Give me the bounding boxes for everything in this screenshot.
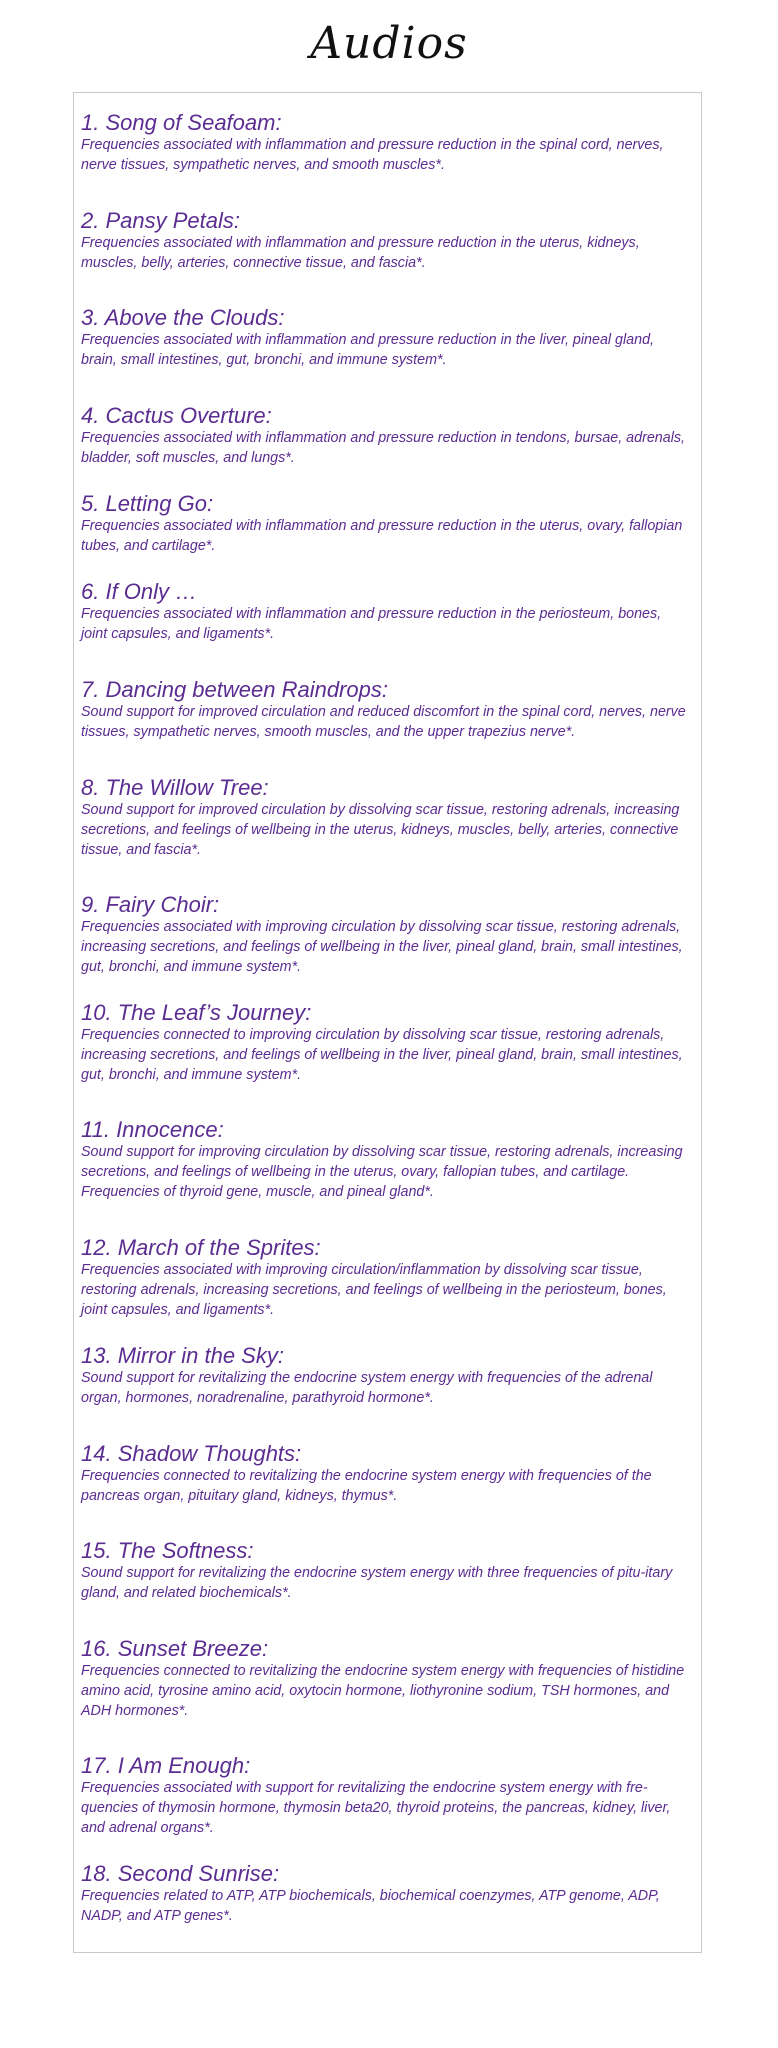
audio-item-description: Sound support for revitalizing the endocrine system energy with frequencies of the adrenal organ, hormones, noradrenaline, parathyroid hormone*.	[81, 1370, 653, 1406]
audio-item	[81, 1753, 686, 1838]
audio-item	[81, 305, 686, 371]
audio-item	[81, 775, 686, 860]
audio-item-title: 15. The Softness:	[81, 1538, 254, 1563]
audio-item-title: 14. Shadow Thoughts:	[81, 1441, 302, 1466]
audio-item-title: 12. March of the Sprites:	[81, 1235, 321, 1260]
audio-item-description: Frequencies associated with inflammation and pressure reduction in the spinal cord, nerves, nerve tissues, sympathetic nerves, and smooth muscles*.	[81, 137, 664, 173]
audio-item-description: Frequencies associated with inflammation and pressure reduction in the liver, pineal gland, brain, small intestines, gut, bronchi, and immune system*.	[81, 332, 654, 368]
audio-item	[81, 491, 686, 557]
audio-item-title: 5. Letting Go:	[81, 491, 214, 516]
audio-item-description: Frequencies associated with improving circulation/inflammation by dissolving scar tissue, restoring adrenals, increasing secretions, and feelings of wellbeing in the periosteum, bones, joint capsules, and ligaments*.	[81, 1262, 667, 1318]
audio-item-description: Frequencies related to ATP, ATP biochemicals, biochemical coenzymes, ATP genome, ADP, NADP, and ATP genes*.	[81, 1888, 660, 1924]
audio-item-description: Frequencies associated with inflammation and pressure reduction in the uterus, kidneys, muscles, belly, arteries, connective tissue, and fascia*.	[81, 235, 640, 271]
audio-item	[81, 110, 686, 176]
audio-item-description: Sound support for improved circulation and reduced discomfort in the spinal cord, nerves, nerve tissues, sympathetic nerves, smooth muscles, and the upper trapezius nerve*.	[81, 704, 686, 740]
audio-item-title: 17. I Am Enough:	[81, 1753, 251, 1778]
audio-item-description: Frequencies associated with inflammation and pressure reduction in the uterus, ovary, fallopian tubes, and cartilage*.	[81, 518, 683, 554]
audio-item	[81, 579, 686, 645]
audio-item-description: Sound support for improving circulation by dissolving scar tissue, restoring adrenals, increasing secretions, and feelings of wellbeing in the uterus, ovary, fallopian tubes, and cartilage. Frequencies of thyroid gene, muscle, and pineal gland*.	[81, 1144, 683, 1200]
audio-item-title: 7. Dancing between Raindrops:	[81, 677, 388, 702]
audio-item	[81, 1636, 686, 1721]
audio-item-description: Frequencies associated with inflammation and pressure reduction in tendons, bursae, adrenals, bladder, soft muscles, and lungs*.	[81, 430, 685, 466]
audio-item-title: 4. Cactus Overture:	[81, 403, 272, 428]
audio-item	[81, 1861, 686, 1927]
audio-item-description: Frequencies associated with inflammation and pressure reduction in the periosteum, bones, joint capsules, and ligaments*.	[81, 606, 662, 642]
audio-item-title: 16. Sunset Breeze:	[81, 1636, 269, 1661]
audio-item-description: Frequencies connected to revitalizing the endocrine system energy with frequencies of the pancreas organ, pituitary gland, kidneys, thymus*.	[81, 1468, 652, 1504]
audio-item-description: Sound support for revitalizing the endocrine system energy with three frequencies of pitu-itary gland, and related biochemicals*.	[81, 1565, 673, 1601]
audio-item	[81, 1441, 686, 1507]
audio-item-description: Sound support for improved circulation by dissolving scar tissue, restoring adrenals, increasing secretions, and feelings of wellbeing in the uterus, kidneys, muscles, belly, arteries, connective tissue, and fascia*.	[81, 802, 680, 858]
audio-item-title: 1. Song of Seafoam:	[81, 110, 282, 135]
audio-item	[81, 403, 686, 469]
audio-item-description: Frequencies connected to revitalizing the endocrine system energy with frequencies of histidine amino acid, tyrosine amino acid, oxytocin hormone, liothyronine sodium, TSH hormones, and ADH hormones*.	[81, 1663, 685, 1719]
audio-item-title: 9. Fairy Choir:	[81, 892, 220, 917]
audio-item	[81, 677, 686, 743]
audio-item-title: 13. Mirror in the Sky:	[81, 1343, 284, 1368]
audio-item	[81, 1235, 686, 1320]
audio-item-title: 11. Innocence:	[81, 1117, 224, 1142]
audio-item	[81, 208, 686, 274]
audio-item	[81, 1117, 686, 1202]
audio-item	[81, 1000, 686, 1085]
audio-item	[81, 1343, 686, 1409]
audio-item-title: 3. Above the Clouds:	[81, 305, 285, 330]
audio-item-description: Frequencies connected to improving circulation by dissolving scar tissue, restoring adrenals, increasing secretions, and feelings of wellbeing in the liver, pineal gland, brain, small intestines, gut, bronchi, and immune system*.	[81, 1027, 683, 1083]
audio-item-description: Frequencies associated with support for revitalizing the endocrine system energy with fre-quencies of thymosin hormone, thymosin beta20, thyroid proteins, the pancreas, kidney, liver, and adrenal organs*.	[81, 1780, 671, 1836]
audio-item-title: 6. If Only …	[81, 579, 198, 604]
page-title: Audios	[310, 18, 468, 69]
audio-item-description: Frequencies associated with improving circulation by dissolving scar tissue, restoring adrenals, increasing secretions, and feelings of wellbeing in the liver, pineal gland, brain, small intestines, gut, bronchi, and immune system*.	[81, 919, 683, 975]
audio-item	[81, 892, 686, 977]
audio-item-title: 10. The Leaf’s Journey:	[81, 1000, 312, 1025]
audio-item	[81, 1538, 686, 1604]
audio-item-title: 18. Second Sunrise:	[81, 1861, 280, 1886]
audio-item-title: 2. Pansy Petals:	[81, 208, 240, 233]
audio-item-title: 8. The Willow Tree:	[81, 775, 269, 800]
